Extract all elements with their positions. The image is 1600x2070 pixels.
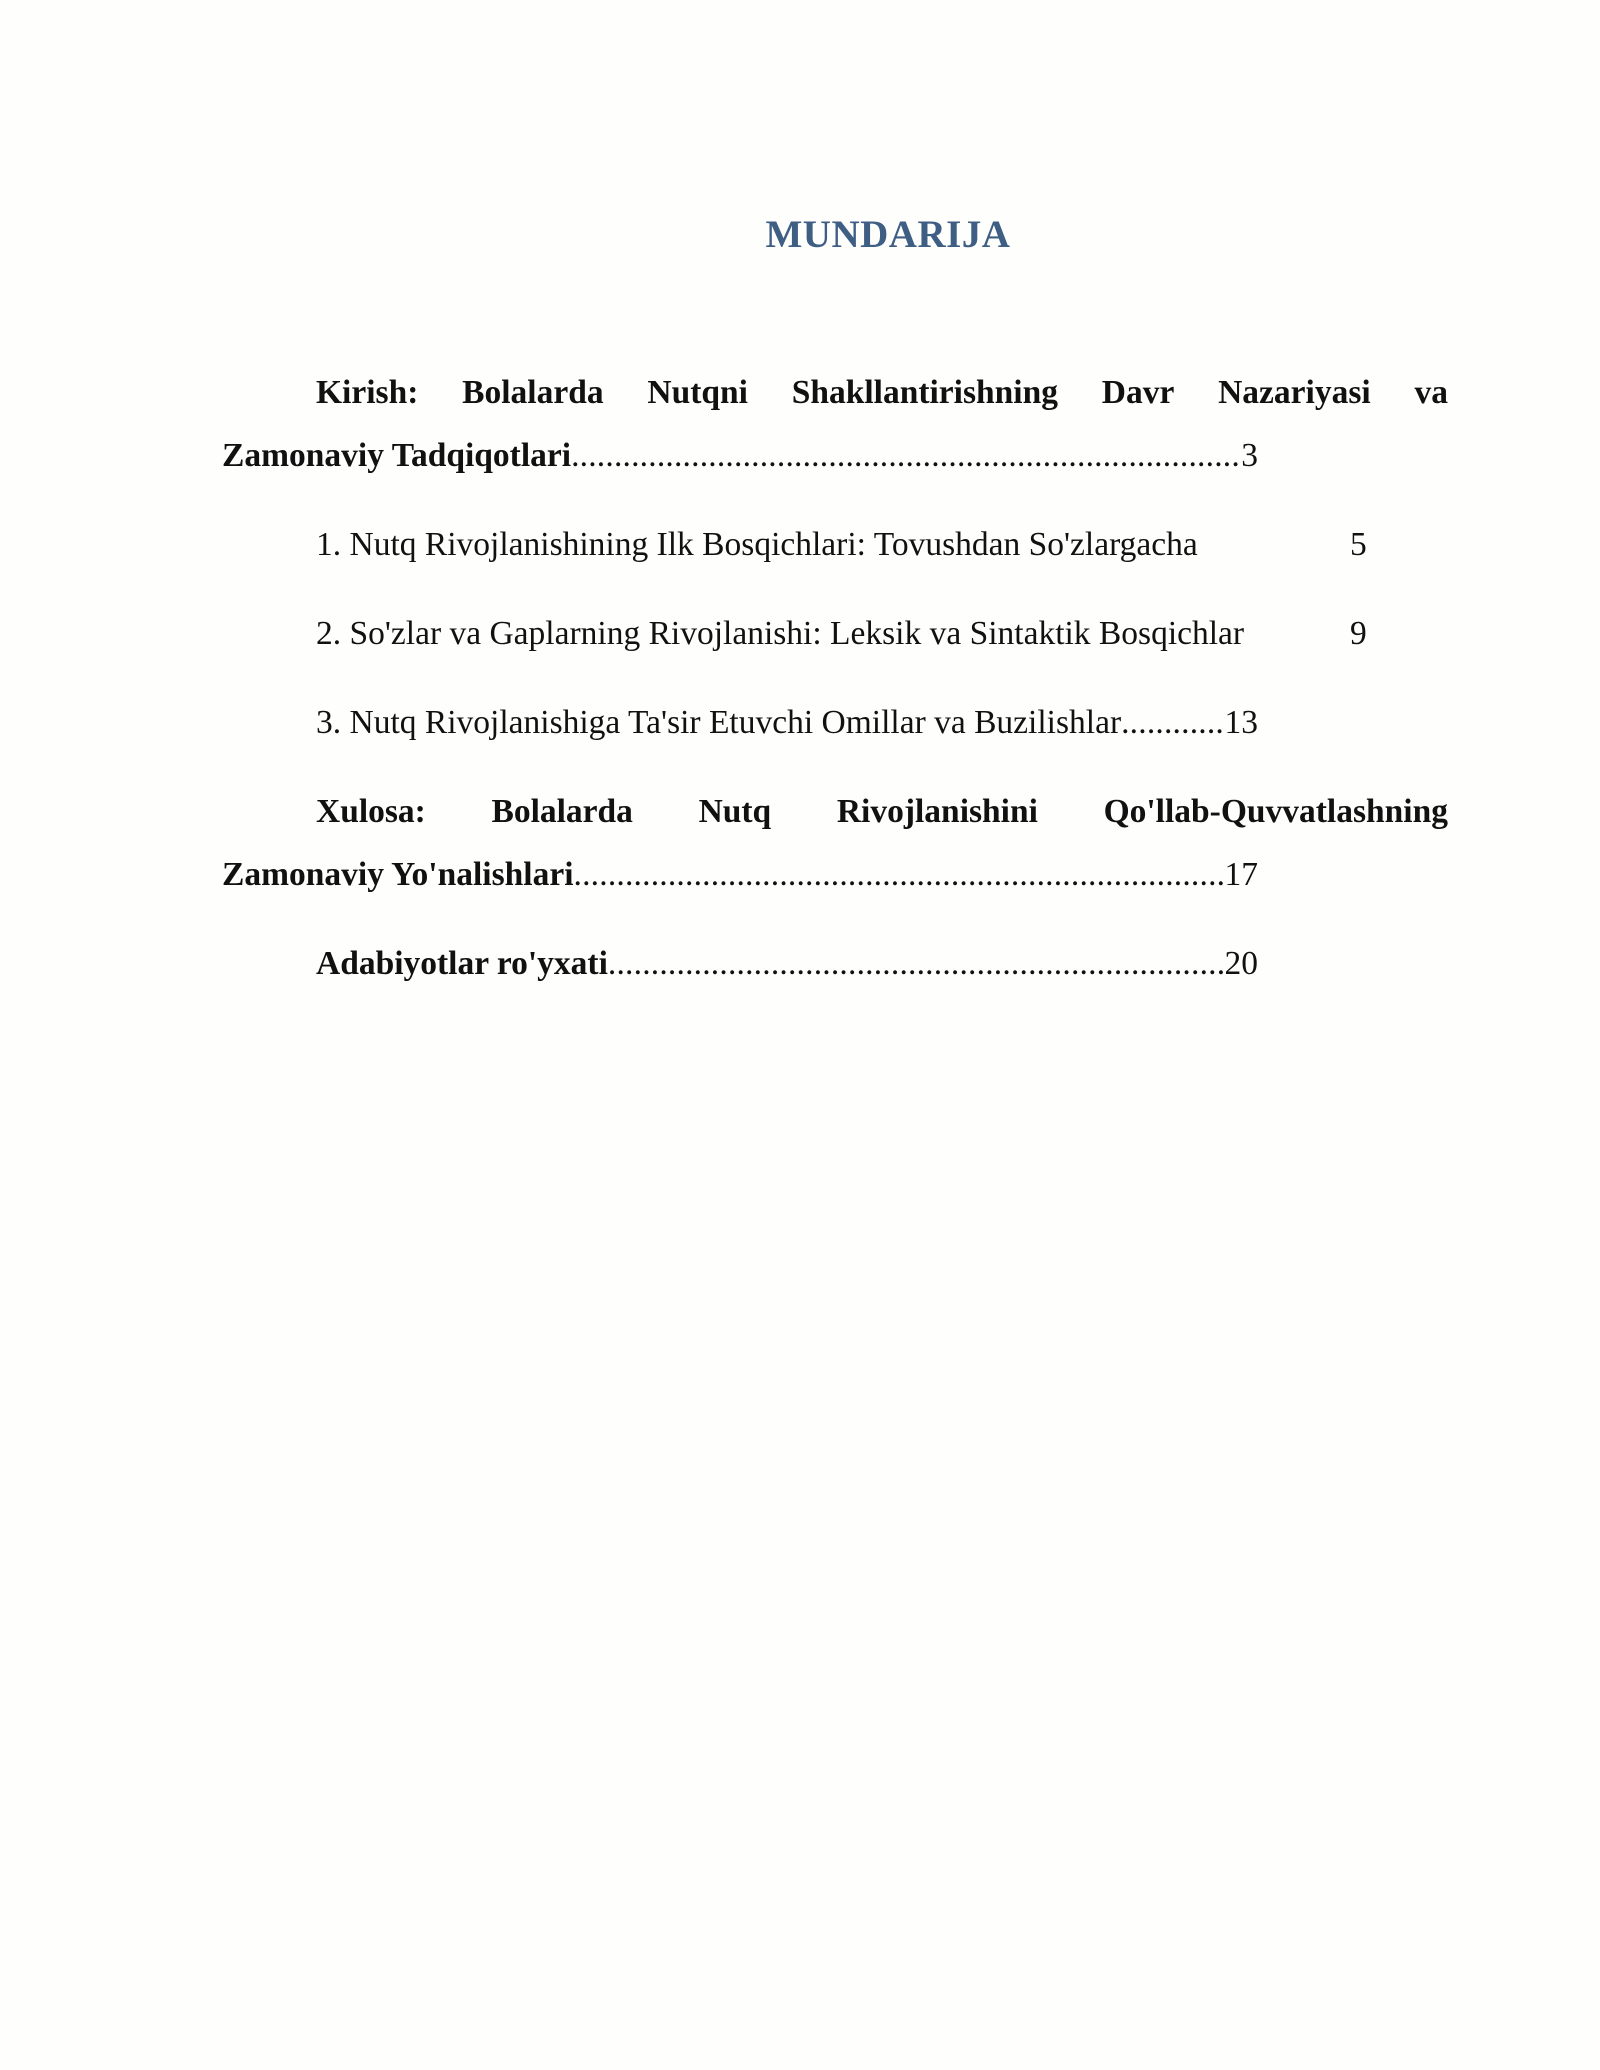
toc-dot-leader xyxy=(574,853,1225,897)
toc-entry-conclusion-line2[interactable] xyxy=(222,853,1258,897)
toc-entry-references[interactable] xyxy=(316,942,1258,986)
toc-title: MUNDARIJA xyxy=(765,213,1011,256)
toc-word: Shakllantirishning xyxy=(791,374,1058,411)
toc-entry-text: 2. So'zlar va Gaplarning Rivojlanishi: Leksik va Sintaktik Bosqichlar xyxy=(316,615,1245,652)
toc-dot-leader xyxy=(608,942,1225,986)
toc-entry-intro-line1[interactable] xyxy=(316,371,1448,415)
toc-word: Qo'llab-Quvvatlashning xyxy=(1103,793,1448,830)
toc-dot-leader xyxy=(571,434,1241,478)
toc-word: Xulosa: xyxy=(316,793,426,830)
toc-entry-chapter-1[interactable] xyxy=(316,523,1376,567)
toc-page-number: 3 xyxy=(1241,437,1258,474)
toc-entry-text: 1. Nutq Rivojlanishining Ilk Bosqichlari: Tovushdan So'zlargacha xyxy=(316,526,1198,563)
toc-word: Bolalarda xyxy=(462,374,604,411)
toc-word: Kirish: xyxy=(316,374,419,411)
toc-word: Bolalarda xyxy=(491,793,633,830)
toc-word: Davr xyxy=(1101,374,1175,411)
toc-dot-leader xyxy=(1121,701,1224,745)
toc-page-number: 13 xyxy=(1224,704,1258,741)
toc-page-number: 9 xyxy=(1350,615,1367,652)
toc-entry-intro-line2[interactable] xyxy=(222,434,1258,478)
toc-entry-chapter-2[interactable] xyxy=(316,612,1376,656)
toc-entry-text: 3. Nutq Rivojlanishiga Ta'sir Etuvchi Omillar va Buzilishlar xyxy=(316,704,1122,741)
toc-word: Nazariyasi xyxy=(1218,374,1371,411)
toc-word: Nutqni xyxy=(647,374,748,411)
toc-word: va xyxy=(1414,374,1448,411)
toc-entry-text: Adabiyotlar ro'yxati xyxy=(316,945,608,982)
toc-entry-conclusion-line1[interactable] xyxy=(316,790,1448,834)
toc-entry-text: Zamonaviy Yo'nalishlari xyxy=(222,856,574,893)
toc-entry-chapter-3[interactable] xyxy=(316,701,1258,745)
toc-word: Rivojlanishini xyxy=(836,793,1038,830)
toc-page-number: 5 xyxy=(1350,526,1367,563)
toc-page-number: 17 xyxy=(1224,856,1258,893)
toc-word: Nutq xyxy=(698,793,772,830)
toc-page-number: 20 xyxy=(1224,945,1258,982)
toc-entry-text: Zamonaviy Tadqiqotlari xyxy=(222,437,572,474)
